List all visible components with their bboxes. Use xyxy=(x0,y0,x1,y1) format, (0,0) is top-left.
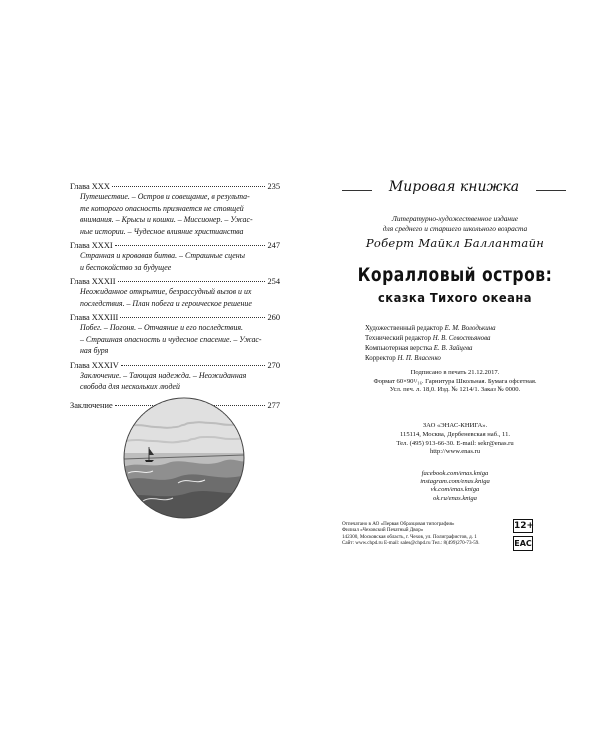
dot-leader xyxy=(121,365,266,366)
book-title: Коралловый остров: xyxy=(357,264,553,286)
credit-line xyxy=(365,334,575,344)
credit-line xyxy=(365,324,575,334)
summary-line: Странная и кровавая битва. – Страшные сцены xyxy=(80,251,246,260)
author-name: Роберт Майкл Баллантайн xyxy=(365,236,545,250)
dot-leader xyxy=(115,245,266,246)
toc-page-number: 277 xyxy=(267,400,280,410)
toc-entry xyxy=(70,313,280,357)
printer-line: Сайт: www.chpd.ru E-mail: sales@chpd.ru Тел.: 8(499)270-73-59. xyxy=(342,539,480,546)
edition-description-line: для среднего и старшего школьного возраста xyxy=(382,223,528,233)
print-detail-line: Формат 60×90¹/₁₆. Гарнитура Школьная. Бумага офсетная. xyxy=(373,377,537,385)
publisher-info xyxy=(330,422,580,457)
summary-line: свобода для нескольких людей xyxy=(80,382,180,391)
social-link: facebook.com/enas.kniga xyxy=(421,470,489,477)
edition-description-line: Литературно-художественное издание xyxy=(391,214,519,223)
credit-name: Е. М. Володькина xyxy=(444,325,496,332)
social-link: vk.com/enas.kniga xyxy=(430,486,480,494)
toc-entry xyxy=(70,361,280,393)
printer-line: 142300, Московская область, г. Чехов, ул. Полиграфистов, д. 1 xyxy=(342,533,477,540)
credit-role: Корректор xyxy=(365,355,398,362)
credit-role: Художественный редактор xyxy=(365,325,445,332)
toc-entry xyxy=(70,182,280,237)
summary-line: последствия. – План побега и героическое решение xyxy=(80,298,252,308)
social-link: ok.ru/enas.kniga xyxy=(433,494,477,502)
eac-mark-icon: EAC xyxy=(513,536,533,551)
toc-page-number: 247 xyxy=(267,241,280,250)
toc-chapter-summary xyxy=(80,322,280,357)
toc-chapter-label: Глава XXXIII xyxy=(70,313,119,322)
certification-badges xyxy=(513,519,533,551)
publisher-website: http://www.enas.ru xyxy=(429,448,481,456)
summary-line: Неожиданное открытие, безрассудный вызов и их xyxy=(80,287,252,296)
summary-line: – Страшная опасность и чудесное спасение. – Ужас- xyxy=(80,334,262,344)
toc-chapter-summary xyxy=(80,370,280,393)
toc-entry xyxy=(70,277,280,309)
printer-line: Филиал «Чеховский Печатный Двор» xyxy=(342,527,424,534)
toc-chapter-summary xyxy=(80,286,280,309)
publisher-line: Тел. (495) 913-66-30. E-mail: sekr@enas.ru xyxy=(396,439,514,447)
dot-leader xyxy=(120,317,265,318)
toc-page-number: 235 xyxy=(267,182,280,191)
series-banner xyxy=(340,179,568,201)
credit-line xyxy=(365,344,575,354)
credit-role: Компьютерная верстка xyxy=(365,345,434,352)
print-details xyxy=(330,369,580,395)
series-name: Мировая книжка xyxy=(388,179,520,195)
credit-name: Е. В. Зайцева xyxy=(433,345,473,352)
age-rating-badge: 12+ xyxy=(514,521,535,531)
summary-line: Заключение. – Тающая надежда. – Неожиданная xyxy=(80,370,247,380)
summary-line: ные истории. – Чудесное влияние христианства xyxy=(80,226,244,236)
toc-chapter-label: Глава XXXI xyxy=(70,241,113,250)
credit-name: Н. В. Севостьянова xyxy=(432,335,491,342)
summary-line: те которого опасность признается не стоящей xyxy=(80,203,244,213)
summary-line: и беспокойство за будущее xyxy=(80,262,172,272)
credit-name: Н. П. Власенко xyxy=(397,355,441,362)
print-detail-line: Подписано в печать 21.12.2017. xyxy=(410,369,500,376)
publisher-line: 115114, Москва, Дербеневская наб., 11. xyxy=(399,430,511,438)
printer-info xyxy=(342,521,514,546)
toc-page-number: 270 xyxy=(267,360,280,370)
toc-chapter-summary xyxy=(80,191,280,237)
toc-chapter-label: Заключение xyxy=(70,400,113,410)
toc-page-number: 260 xyxy=(267,313,280,322)
book-subtitle: сказка Тихого океана xyxy=(378,290,532,305)
summary-line: внимания. – Крысы и кошки. – Миссионер. – Ужас- xyxy=(80,215,253,224)
social-link: instagram.com/enas.kniga xyxy=(420,478,490,486)
sea-vignette-illustration xyxy=(123,397,245,519)
credit-role: Технический редактор xyxy=(365,335,433,342)
toc-chapter-label: Глава XXXIV xyxy=(70,360,119,370)
credit-line xyxy=(365,354,575,364)
publisher-line: ЗАО «ЭНАС-КНИГА». xyxy=(422,422,488,429)
print-detail-line: Усл. печ. л. 18,0. Изд. № 1214/1. Заказ № 0000. xyxy=(389,386,521,394)
credits-list xyxy=(365,324,575,364)
printer-line: Отпечатано в АО «Первая Образцовая типография» xyxy=(342,521,455,527)
summary-line: ная буря xyxy=(80,346,109,355)
toc-chapter-label: Глава XXX xyxy=(70,182,110,191)
toc-entry xyxy=(70,241,280,273)
social-links xyxy=(330,470,580,503)
toc-page-number: 254 xyxy=(267,277,280,286)
edition-description xyxy=(330,214,580,233)
dot-leader xyxy=(112,186,266,187)
table-of-contents xyxy=(70,182,280,414)
toc-chapter-label: Глава XXXII xyxy=(70,277,116,286)
summary-line: Побег. – Погоня. – Отчаяние и его последствия. xyxy=(80,323,244,332)
toc-chapter-summary xyxy=(80,250,280,273)
summary-line: Путешествие. – Остров и совещание, в результа- xyxy=(80,192,250,201)
dot-leader xyxy=(118,281,266,282)
